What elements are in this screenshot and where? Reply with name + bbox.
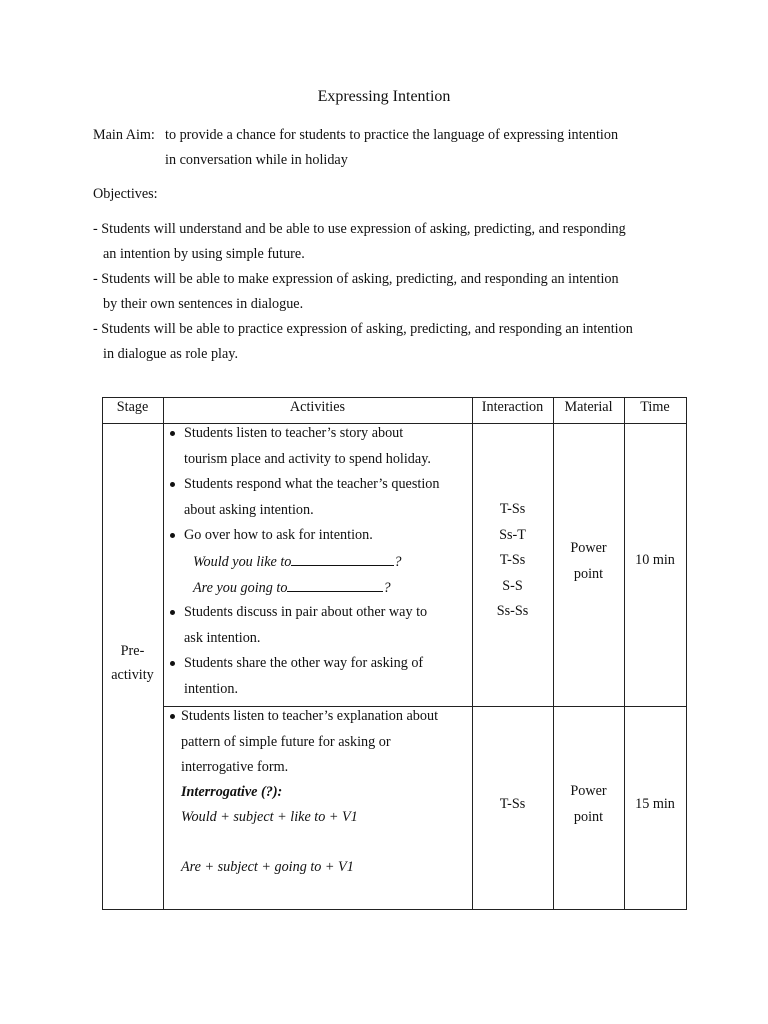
document-title: Expressing Intention — [317, 88, 451, 105]
row1-activity-3-line-1: Go over how to ask for intention. — [184, 527, 373, 543]
objective-2-line-2: by their own sentences in dialogue. — [103, 296, 304, 312]
objective-3-line-1: - Students will be able to practice expression of asking, predicting, and responding an intention — [93, 321, 633, 337]
formula-would: Would + subject + like to + V1 — [181, 809, 358, 825]
row1-activity-5-line-2: intention. — [184, 681, 238, 697]
example-2-blank — [287, 579, 383, 592]
row1-activity-4-line-2: ask intention. — [184, 630, 261, 646]
main-aim-line-1: to provide a chance for students to practice the language of expressing intention — [165, 127, 619, 143]
header-interaction: Interaction — [481, 399, 544, 415]
interaction-item: T-Ss — [499, 501, 526, 517]
example-1-suffix: ? — [394, 554, 402, 570]
example-2-prefix: Are you going to — [193, 580, 288, 596]
header-stage: Stage — [116, 399, 149, 415]
objectives-heading: Objectives: — [93, 186, 158, 202]
interaction-item: Ss-T — [499, 526, 526, 543]
example-question-1 — [193, 553, 401, 571]
row2-activity-line-3: interrogative form. — [181, 759, 289, 775]
example-1-blank — [291, 553, 394, 566]
row1-material-line-1: Power — [570, 540, 607, 556]
row2-material-line-2: point — [573, 809, 604, 825]
stage-line-2: activity — [111, 667, 154, 683]
objective-1-line-1: - Students will understand and be able to use expression of asking, predicting, and responding — [93, 221, 626, 237]
example-2-suffix: ? — [383, 580, 391, 596]
row2-activity-line-2: pattern of simple future for asking or — [181, 734, 391, 750]
row1-activity-1-line-1: Students listen to teacher’s story about — [184, 425, 404, 441]
main-aim-line-2: in conversation while in holiday — [165, 152, 348, 168]
header-activities: Activities — [289, 399, 346, 415]
row2-material-line-1: Power — [570, 783, 607, 799]
row1-material-line-2: point — [573, 566, 604, 582]
objective-3-line-2: in dialogue as role play. — [103, 346, 239, 362]
row1-activity-5-line-1: Students share the other way for asking of — [184, 655, 424, 671]
row1-interaction-list — [472, 497, 553, 625]
header-material: Material — [564, 399, 613, 415]
bullet-icon — [170, 661, 175, 666]
bullet-icon — [170, 610, 175, 615]
objective-2-line-1: - Students will be able to make expression of asking, predicting, and responding an intention — [93, 271, 619, 287]
interaction-item: T-Ss — [499, 552, 526, 568]
row1-time: 10 min — [635, 552, 675, 568]
row1-activity-1-line-2: tourism place and activity to spend holiday. — [184, 451, 431, 467]
row2-time: 15 min — [635, 796, 675, 812]
interaction-item: Ss-Ss — [496, 603, 529, 619]
interrogative-label: Interrogative (?): — [181, 784, 283, 800]
bullet-icon — [170, 533, 175, 538]
objective-1-line-2: an intention by using simple future. — [103, 246, 305, 262]
row1-activity-4-line-1: Students discuss in pair about other way to — [184, 604, 428, 620]
example-1-prefix: Would you like to — [193, 554, 292, 570]
row1-activity-2-line-1: Students respond what the teacher’s question — [184, 476, 440, 492]
main-aim-label: Main Aim: — [93, 127, 155, 143]
formula-are: Are + subject + going to + V1 — [181, 859, 354, 875]
row2-activity-line-1: Students listen to teacher’s explanation about — [181, 708, 439, 724]
interaction-item: S-S — [502, 577, 523, 594]
bullet-icon — [170, 431, 175, 436]
bullet-icon — [170, 714, 175, 719]
row1-activity-2-line-2: about asking intention. — [184, 502, 314, 518]
row2-interaction: T-Ss — [499, 796, 526, 812]
bullet-icon — [170, 482, 175, 487]
stage-line-1: Pre- — [120, 643, 145, 659]
header-time: Time — [640, 399, 670, 415]
example-question-2 — [193, 579, 391, 597]
